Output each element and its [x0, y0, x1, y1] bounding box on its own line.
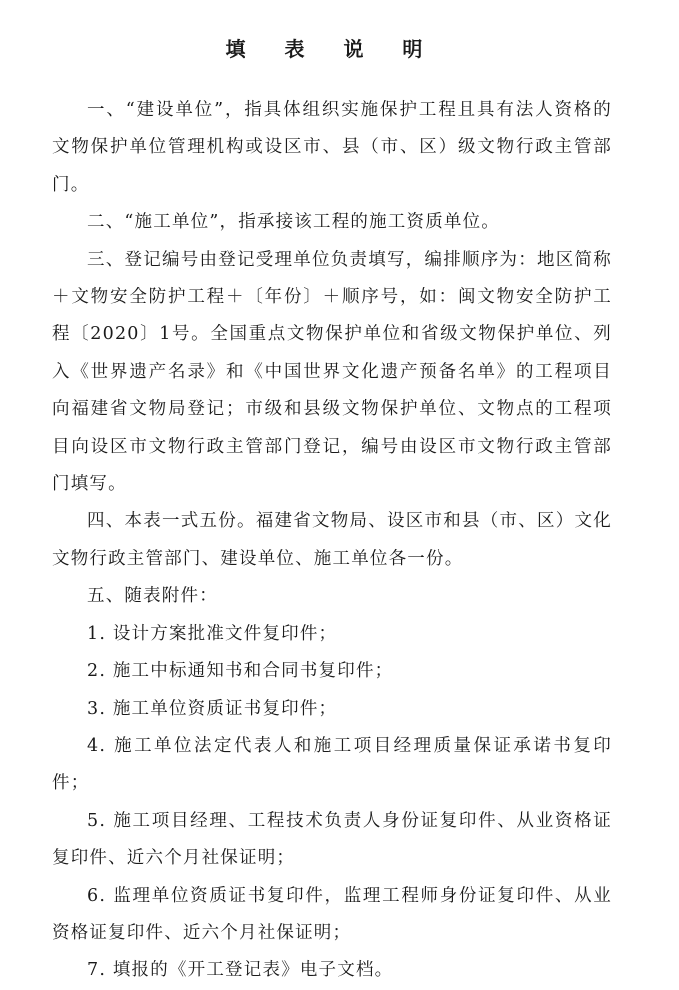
attachment-item-7: 7. 填报的《开工登记表》电子文档。 — [87, 960, 394, 981]
paragraph-registration-number: 三、登记编号由登记受理单位负责填写，编排顺序为：地区简称＋文物安全防护工程＋〔年份〕＋顺序号，如：闽文物安全防护工程〔2020〕1号。全国重点文物保护单位和省级文物保护单位、列入《世界遗产名录》和《中国世界文化遗产预备名单》的工程项目向福建省文物局登记；市级和县级文物保护单位、文物点的工程项目向设区市文物行政主管部门登记，编号由设区市文物行政主管部门填写。 — [52, 249, 612, 495]
attachment-item-5: 5. 施工项目经理、工程技术负责人身份证复印件、从业资格证复印件、近六个月社保证明； — [52, 810, 612, 869]
paragraph-attachments-heading: 五、随表附件： — [87, 586, 218, 607]
attachment-item-4: 4. 施工单位法定代表人和施工项目经理质量保证承诺书复印件； — [52, 735, 612, 794]
attachment-item-3: 3. 施工单位资质证书复印件； — [87, 698, 338, 719]
paragraph-copies: 四、本表一式五份。福建省文物局、设区市和县（市、区）文化文物行政主管部门、建设单位、施工单位各一份。 — [52, 511, 612, 569]
attachment-item-6: 6. 监理单位资质证书复印件，监理工程师身份证复印件、从业资格证复印件、近六个月社保证明； — [52, 885, 612, 943]
document-body — [52, 92, 612, 990]
attachment-item-2: 2. 施工中标通知书和合同书复印件； — [87, 661, 394, 682]
paragraph-contractor-unit: 二、“施工单位”，指承接该工程的施工资质单位。 — [87, 212, 500, 233]
attachment-item-1: 1. 设计方案批准文件复印件； — [87, 623, 338, 644]
paragraph-construction-unit: 一、“建设单位”，指具体组织实施保护工程且具有法人资格的文物保护单位管理机构或设区市、县（市、区）级文物行政主管部门。 — [52, 100, 612, 195]
page-title: 填 表 说 明 — [225, 37, 439, 61]
